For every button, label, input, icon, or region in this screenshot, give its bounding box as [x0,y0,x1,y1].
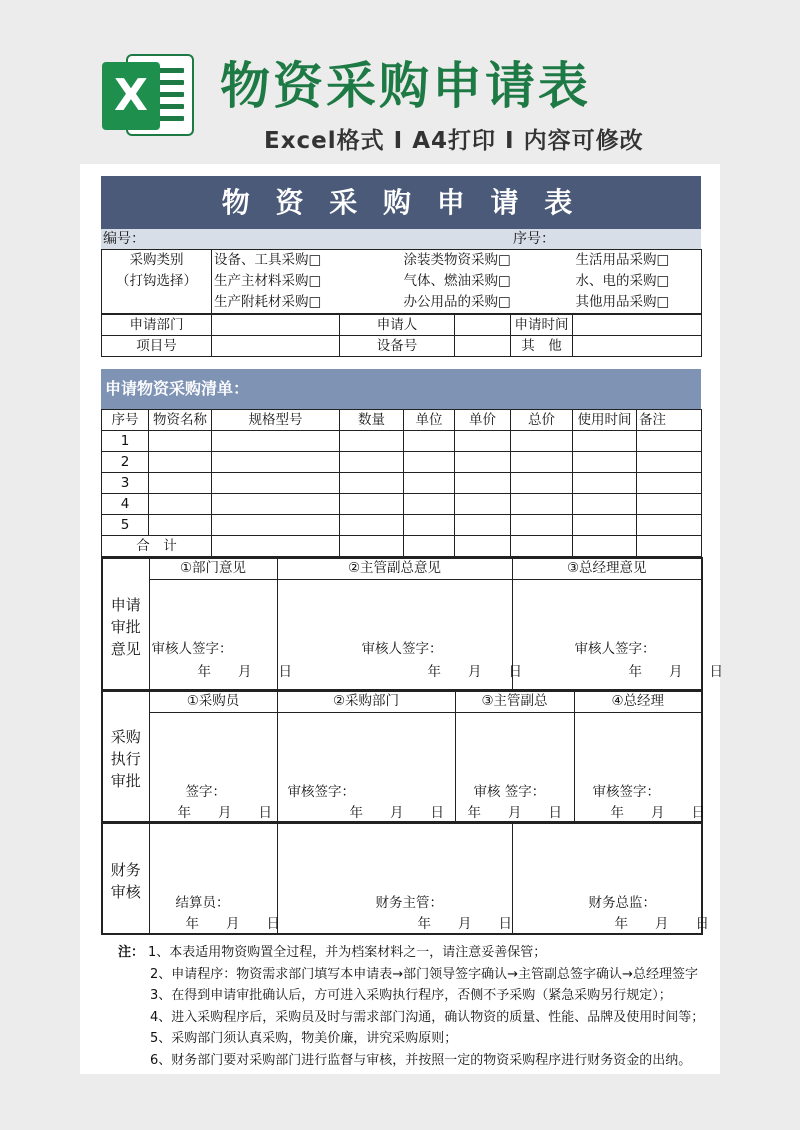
total-label: 合 计 [102,536,212,557]
date-label: 年 月 日 [467,804,562,821]
note-item: 3、在得到申请审批确认后，方可进入采购执行程序，否侧不予采购（紧急采购另行规定）； [150,988,672,1003]
total-row [102,536,702,557]
category-option[interactable]: 生产主材料采购□ [214,273,322,289]
category-option[interactable]: 生活用品采购□ [574,250,702,272]
execution-box[interactable] [277,712,455,822]
dept-field[interactable] [212,315,340,336]
equipment-label: 设备号 [340,336,455,357]
category-label: 采购类别 [102,250,212,272]
note-item: 1、本表适用物资购置全过程，并为档案材料之一，请注意妥善保管； [148,945,547,960]
row-number: 2 [102,452,149,473]
page-title: 物资采购申请表 [220,57,591,115]
execution-side-label: 采购执行审批 [102,691,149,822]
date-label: 年 月 日 [628,664,723,680]
approval-table [101,557,723,691]
list-header-cell: 规格型号 [212,410,340,431]
page-subtitle: Excel格式 I A4打印 I 内容可修改 [264,128,644,154]
execution-col-header: ④总经理 [574,691,702,712]
table-row [102,431,702,452]
list-header-cell: 使用时间 [573,410,637,431]
id-row [101,229,701,249]
table-row [102,452,702,473]
date-label: 年 月 日 [185,916,280,932]
sequence-label: 序号： [513,231,555,247]
approval-box[interactable] [512,580,723,690]
category-option[interactable]: 其他用品采购□ [574,292,702,314]
date-label: 年 月 日 [427,664,522,680]
note-item: 4、进入采购程序后，采购员及时与需求部门沟通，确认物资的质量、性能、品牌及使用时间等； [150,1009,705,1025]
applicant-table [101,314,702,357]
approval-box[interactable] [277,580,522,690]
finance-box[interactable] [512,824,709,934]
category-option[interactable]: 气体、燃油采购□ [403,273,511,289]
project-label: 项目号 [102,336,212,357]
excel-logo-icon [100,48,200,144]
other-field[interactable] [573,336,702,357]
approval-col-header: ③总经理意见 [512,558,702,580]
number-label: 编号： [103,231,145,247]
category-option[interactable]: 涂装类物资采购□ [403,252,511,268]
dept-label: 申请部门 [102,315,212,336]
item-list-table [101,409,702,557]
time-label: 申请时间 [511,315,573,336]
row-number: 1 [102,431,149,452]
approval-col-header: ①部门意见 [149,558,277,580]
notes-prefix: 注： [118,945,145,960]
signer-label: 审核签字： [287,783,355,800]
category-hint: （打钩选择） [102,271,212,292]
signer-label: 审核签字： [592,783,660,800]
execution-table [101,691,703,824]
list-section-title: 申请物资采购清单： [101,369,701,409]
table-row [102,494,702,515]
logo-letter: X [102,62,160,130]
signer-label: 审核 签字： [473,783,546,800]
approval-side-label: 申请审批意见 [102,558,149,690]
note-item: 2、申请程序：物资需求部门填写本申请表→部门领导签字确认→主管副总签字确认→总经理签字 [150,966,698,982]
applicant-field[interactable] [455,315,511,336]
form-sheet [101,176,723,935]
notes [118,942,704,1071]
list-header-cell: 序号 [102,410,149,431]
date-label: 年 月 日 [177,804,272,821]
date-label: 年 月 日 [197,664,292,680]
list-header-cell: 备注 [637,410,702,431]
execution-col-header: ②采购部门 [277,691,455,712]
list-header-cell: 总价 [511,410,573,431]
execution-box[interactable] [149,712,277,822]
signer-label: 财务总监： [588,895,656,911]
note-item: 6、财务部门要对采购部门进行监督与审核，并按照一定的物资采购程序进行财务资金的出纳。 [150,1052,692,1068]
signer-label: 签字： [185,783,226,800]
approval-box[interactable] [149,580,292,690]
form-banner: 物 资 采 购 申 请 表 [101,176,701,229]
applicant-label: 申请人 [340,315,455,336]
category-option[interactable]: 水、电的采购□ [574,271,702,292]
category-option[interactable]: 生产附耗材采购□ [214,294,322,310]
date-label: 年 月 日 [349,804,444,821]
list-header-cell: 单价 [455,410,511,431]
date-label: 年 月 日 [610,804,705,821]
table-row [102,515,702,536]
signer-label: 财务主管： [375,895,443,911]
category-option[interactable]: 设备、工具采购□ [214,252,322,268]
date-label: 年 月 日 [614,916,709,932]
row-number: 4 [102,494,149,515]
execution-box[interactable] [574,712,705,822]
execution-box[interactable] [455,712,574,822]
finance-box[interactable] [149,824,280,934]
signer-label: 结算员： [175,895,230,911]
list-header-cell: 数量 [340,410,404,431]
row-number: 5 [102,515,149,536]
other-label: 其 他 [511,336,573,357]
list-header-cell: 物资名称 [149,410,212,431]
signer-label: 审核人签字： [151,641,233,657]
finance-box[interactable] [277,824,512,934]
list-header-cell: 单位 [404,410,455,431]
note-item: 5、采购部门须认真采购，物美价廉，讲究采购原则； [150,1031,458,1046]
category-option[interactable]: 办公用品的采购□ [403,294,511,310]
signer-label: 审核人签字： [574,641,656,657]
date-label: 年 月 日 [417,916,512,932]
list-header-row [102,410,702,431]
finance-table [101,823,709,935]
finance-side-label: 财务审核 [102,824,149,934]
signer-label: 审核人签字： [361,641,443,657]
execution-col-header: ①采购员 [149,691,277,712]
row-number: 3 [102,473,149,494]
equipment-field[interactable] [455,336,511,357]
execution-col-header: ③主管副总 [455,691,574,712]
time-field[interactable] [573,315,702,336]
table-row [102,473,702,494]
category-table [101,249,702,314]
project-field[interactable] [212,336,340,357]
approval-col-header: ②主管副总意见 [277,558,512,580]
